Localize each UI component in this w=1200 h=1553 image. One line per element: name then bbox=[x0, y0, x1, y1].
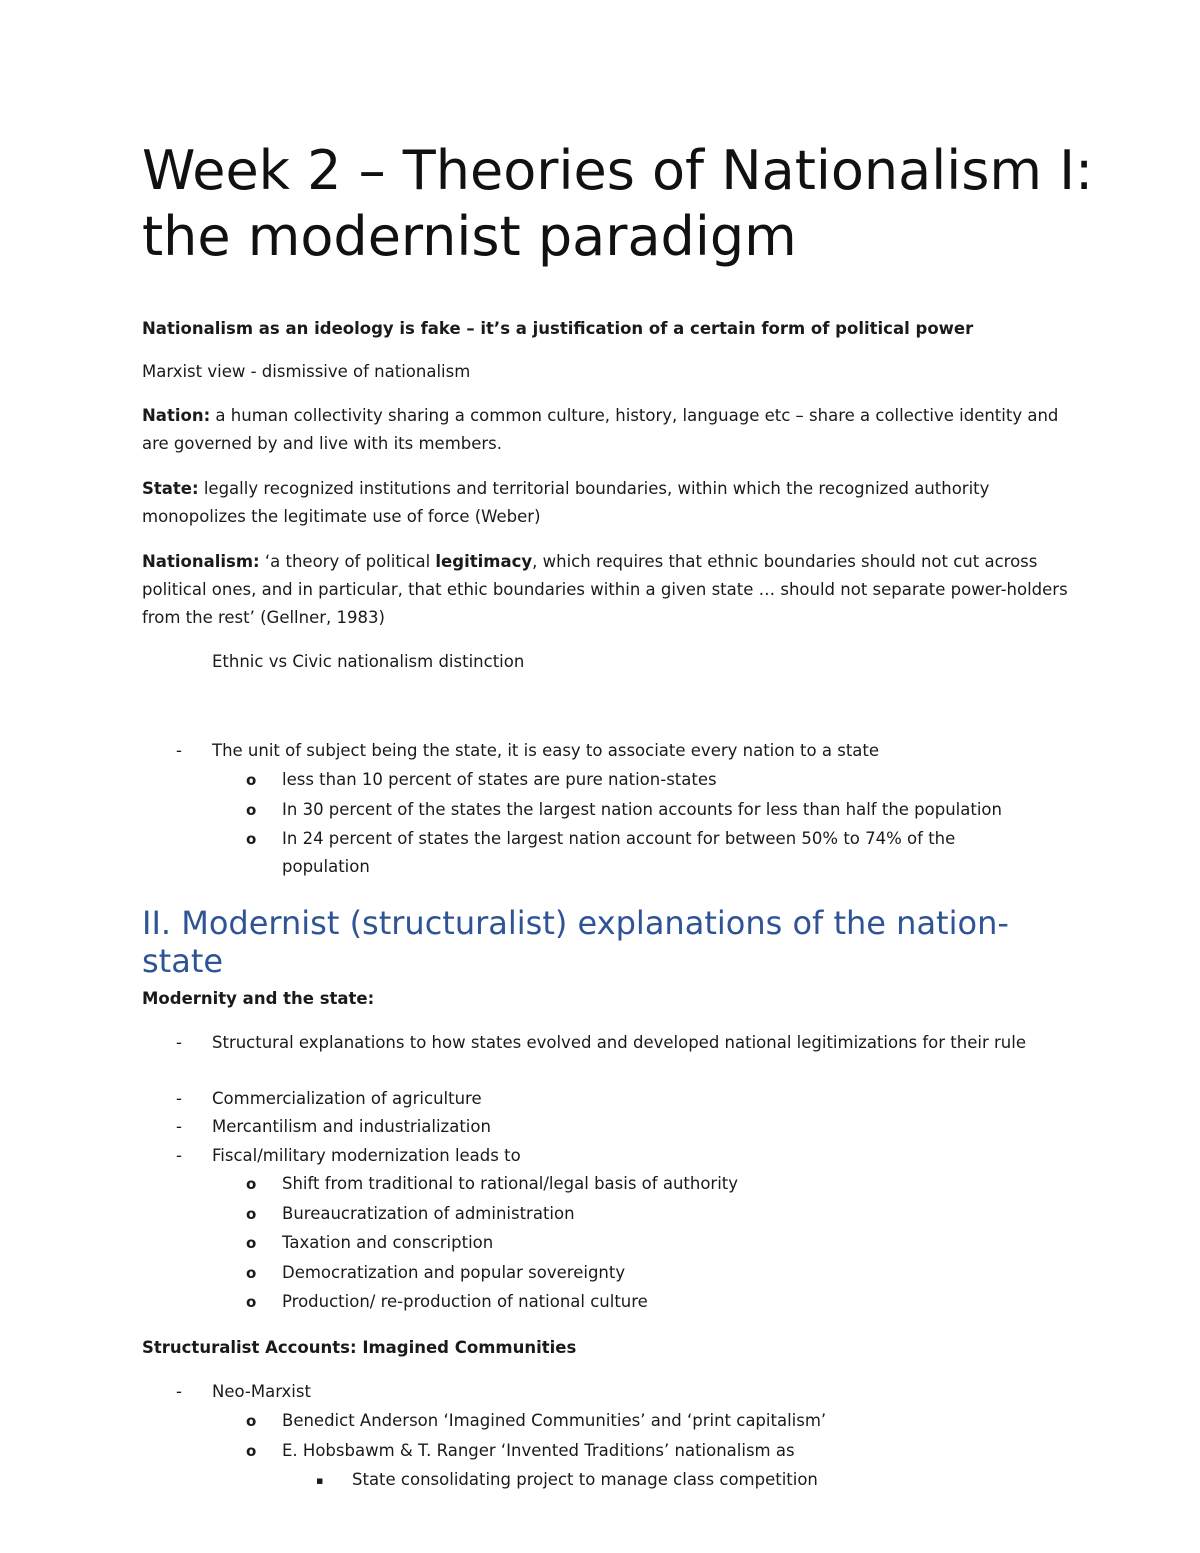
marxist-view: Marxist view - dismissive of nationalism bbox=[142, 362, 471, 381]
nation-definition bbox=[142, 402, 1072, 458]
list-item: Democratization and popular sovereignty bbox=[282, 1263, 626, 1282]
list-item: In 24 percent of states the largest nation account for between 50% to 74% of the population bbox=[282, 829, 956, 876]
nation-text: a human collectivity sharing a common culture, history, language etc – share a collective identity and are governed by and live with its members. bbox=[142, 406, 1059, 453]
dash-bullet: - bbox=[176, 741, 182, 760]
intro-headline: Nationalism as an ideology is fake – it’s a justification of a certain form of political power bbox=[142, 319, 974, 338]
state-definition bbox=[142, 475, 1072, 531]
list-item: Commercialization of agriculture bbox=[212, 1089, 482, 1108]
structuralist-heading: Structuralist Accounts: Imagined Communities bbox=[142, 1338, 577, 1357]
list-item: less than 10 percent of states are pure nation-states bbox=[282, 770, 717, 789]
nation-term: Nation: bbox=[142, 406, 211, 425]
list-item: Neo-Marxist bbox=[212, 1382, 311, 1401]
list-item: The unit of subject being the state, it is easy to associate every nation to a state bbox=[212, 741, 880, 760]
dash-bullet: - bbox=[176, 1117, 182, 1136]
list-item: Mercantilism and industrialization bbox=[212, 1117, 491, 1136]
circle-bullet: o bbox=[246, 1175, 257, 1193]
ethnic-civic-distinction: Ethnic vs Civic nationalism distinction bbox=[212, 652, 525, 671]
circle-bullet: o bbox=[246, 1264, 257, 1282]
square-bullet: ▪ bbox=[316, 1474, 324, 1487]
nationalism-text-1: ‘a theory of political bbox=[259, 552, 436, 571]
list-item: State consolidating project to manage class competition bbox=[352, 1470, 818, 1489]
legitimacy-term: legitimacy bbox=[435, 552, 533, 571]
nationalism-text-2: , which requires that ethnic boundaries should not cut across political ones, and in particular, that ethic boundaries within a given state … should not separate power-holders from the rest’ (Gellner, 1983) bbox=[142, 552, 1068, 627]
list-item: Fiscal/military modernization leads to bbox=[212, 1146, 521, 1165]
state-text: legally recognized institutions and territorial boundaries, within which the recognized authority monopolizes the legitimate use of force (Weber) bbox=[142, 479, 990, 526]
list-item: Benedict Anderson ‘Imagined Communities’ and ‘print capitalism’ bbox=[282, 1411, 827, 1430]
dash-bullet: - bbox=[176, 1089, 182, 1108]
circle-bullet: o bbox=[246, 771, 257, 789]
circle-bullet: o bbox=[246, 830, 257, 848]
list-item: Structural explanations to how states evolved and developed national legitimizations for their rule bbox=[212, 1033, 1026, 1052]
list-item: Bureaucratization of administration bbox=[282, 1204, 575, 1223]
modernity-heading: Modernity and the state: bbox=[142, 989, 375, 1008]
circle-bullet: o bbox=[246, 1412, 257, 1430]
nationalism-term: Nationalism: bbox=[142, 552, 260, 571]
page-title: Week 2 – Theories of Nationalism I: the modernist paradigm bbox=[142, 139, 1094, 268]
circle-bullet: o bbox=[246, 1234, 257, 1252]
list-item: Production/ re-production of national culture bbox=[282, 1292, 648, 1311]
dash-bullet: - bbox=[176, 1146, 182, 1165]
nationalism-definition bbox=[142, 548, 1072, 632]
circle-bullet: o bbox=[246, 1442, 257, 1460]
circle-bullet: o bbox=[246, 801, 257, 819]
list-item: Taxation and conscription bbox=[282, 1233, 494, 1252]
dash-bullet: - bbox=[176, 1033, 182, 1052]
list-item: E. Hobsbawm & T. Ranger ‘Invented Traditions’ nationalism as bbox=[282, 1441, 795, 1460]
circle-bullet: o bbox=[246, 1293, 257, 1311]
circle-bullet: o bbox=[246, 1205, 257, 1223]
list-item: Shift from traditional to rational/legal basis of authority bbox=[282, 1174, 739, 1193]
dash-bullet: - bbox=[176, 1382, 182, 1401]
list-item: In 30 percent of the states the largest nation accounts for less than half the population bbox=[282, 800, 1002, 819]
section-heading: II. Modernist (structuralist) explanations of the nation-state bbox=[142, 904, 1009, 980]
state-term: State: bbox=[142, 479, 199, 498]
